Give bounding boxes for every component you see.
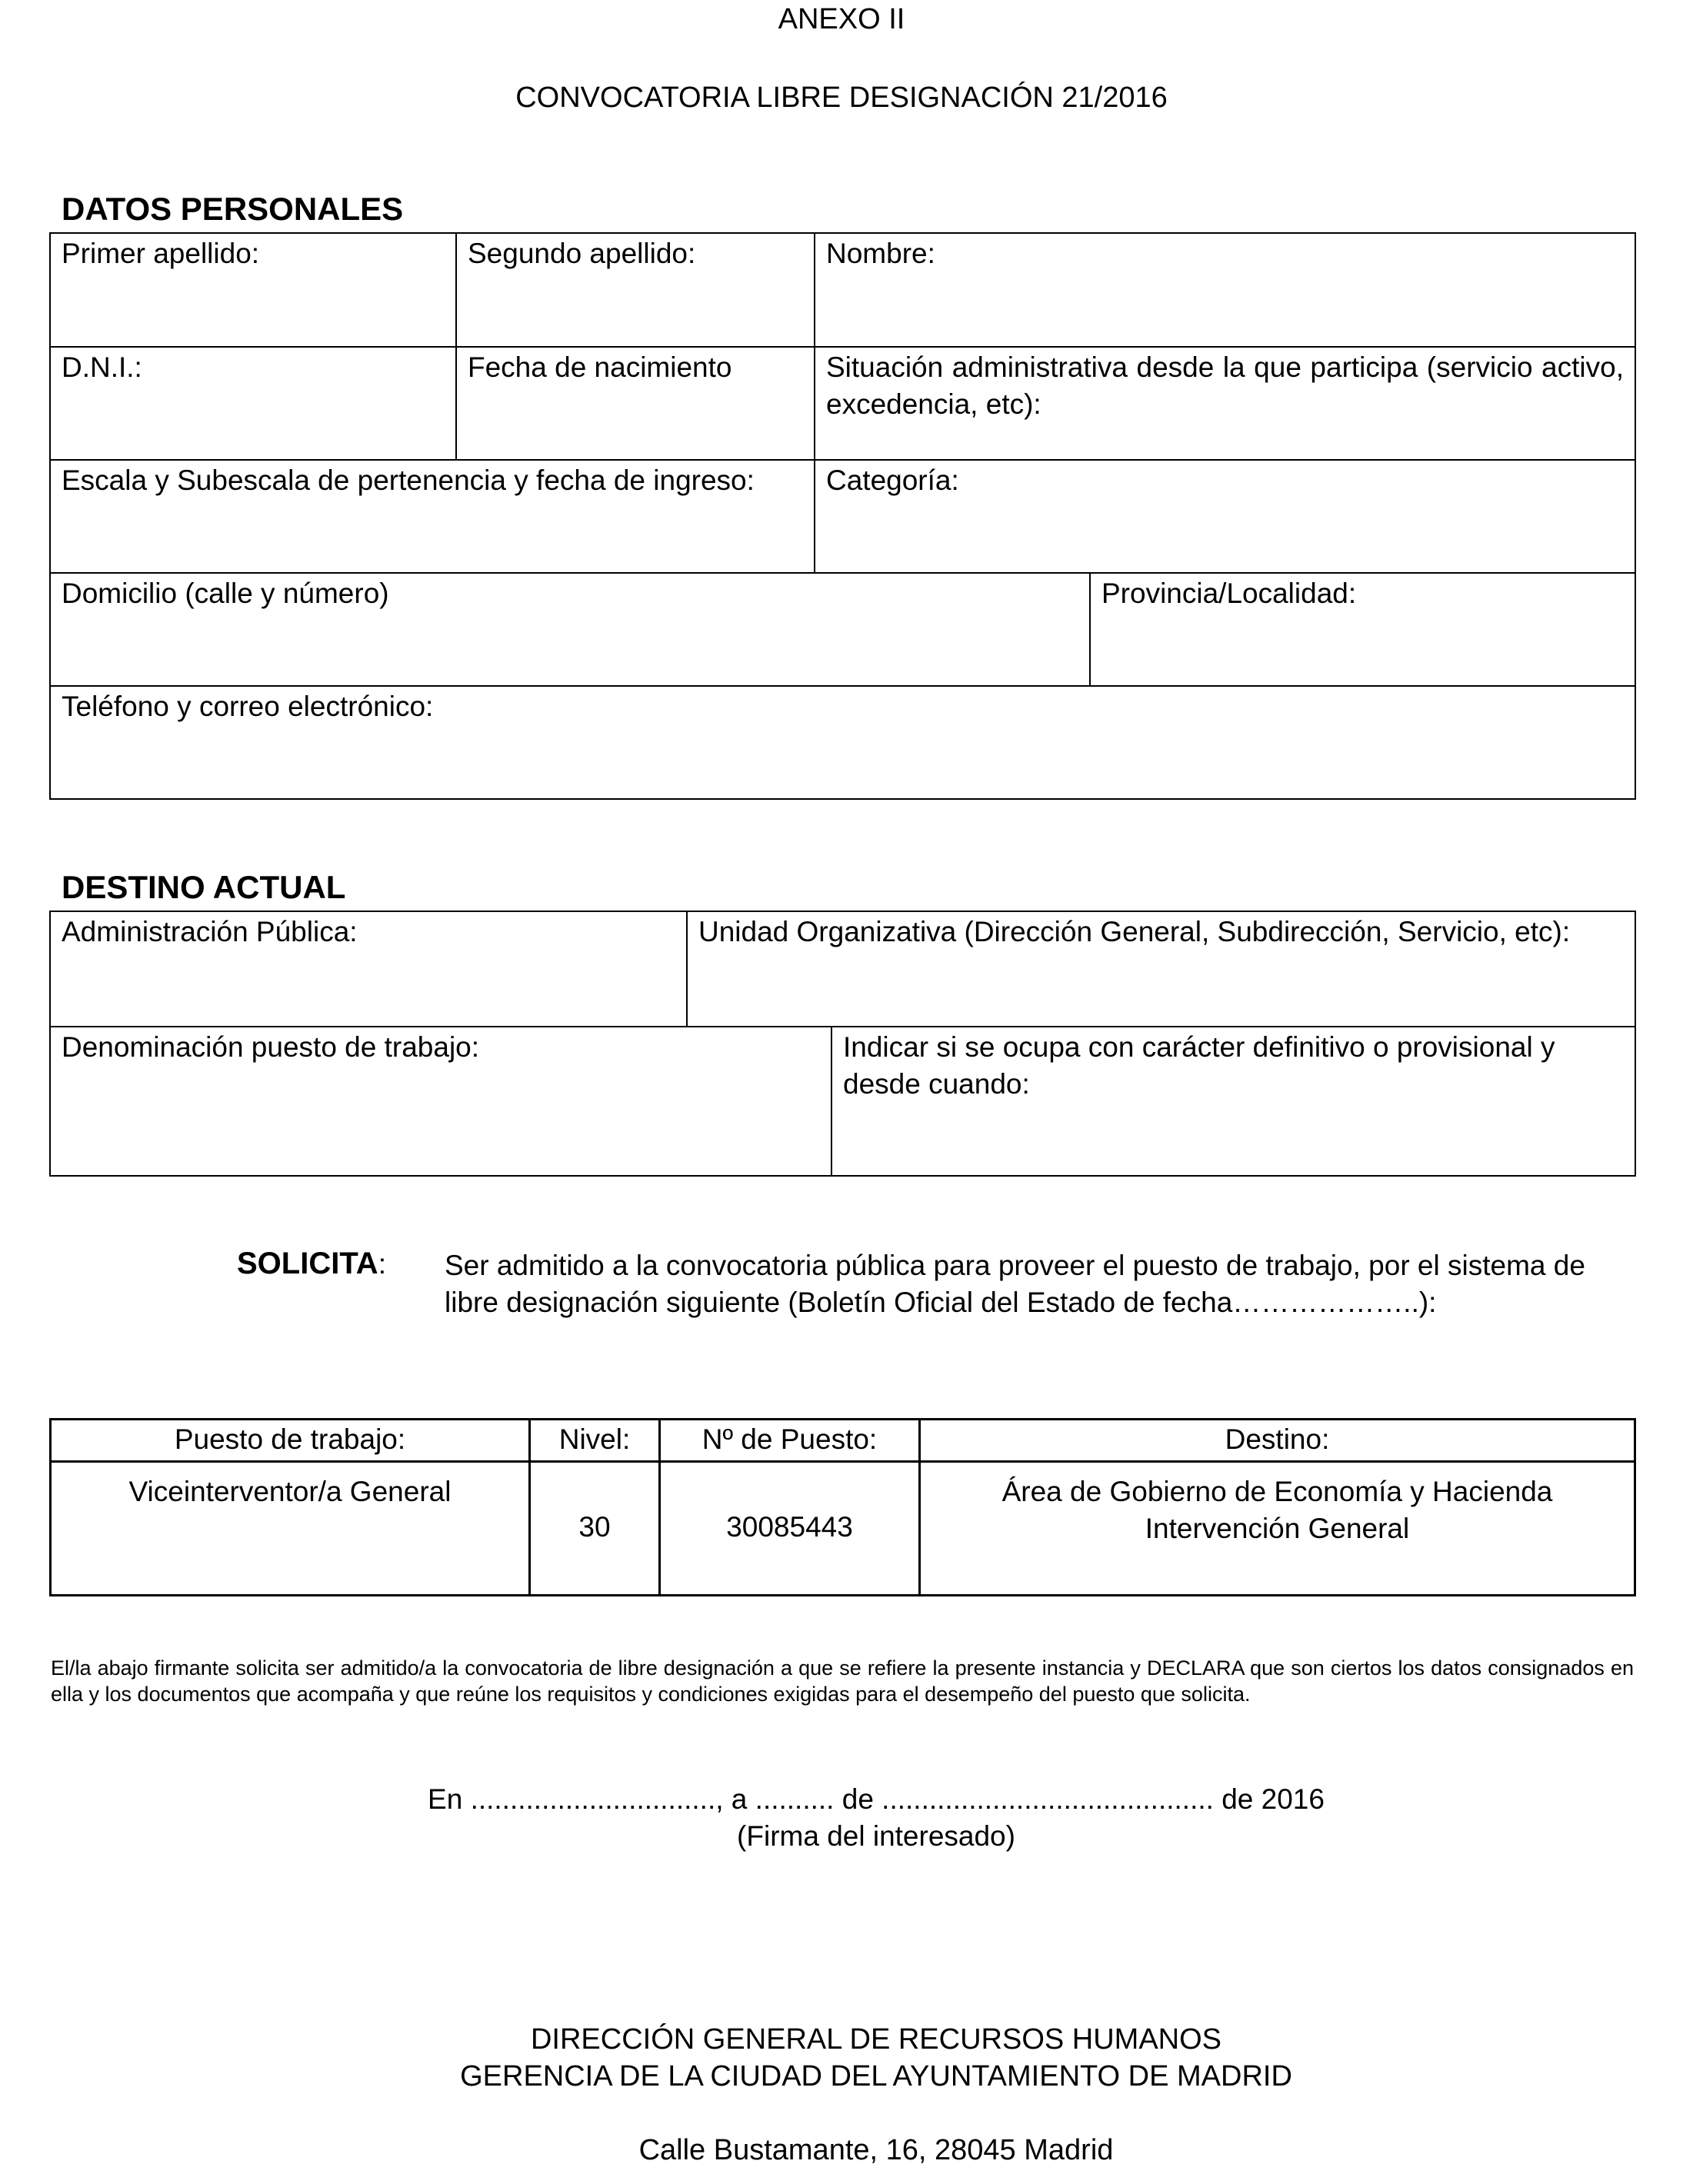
escala-field[interactable] [51, 459, 814, 572]
solicita-text: Ser admitido a la convocatoria pública para proveer el puesto de trabajo, por el sistema de libre designación siguiente (Boletín Oficial del Estado de fecha………………..): [445, 1250, 1585, 1318]
header-puesto: Puesto de trabajo: [174, 1423, 406, 1455]
footer-line1: DIRECCIÓN GENERAL DE RECURSOS HUMANOS [530, 2023, 1222, 2056]
provincia-field[interactable] [1089, 572, 1635, 685]
destino-actual-box [49, 911, 1636, 1177]
puesto-table [49, 1418, 1636, 1596]
declaration-text: El/la abajo firmante solicita ser admitido/a la convocatoria de libre designación a que se refiere la presente instancia y DECLARA que son ciertos los datos consignados en ella y los documentos que acompaña y que reúne los requisitos y condiciones exigidas para el desempeño del puesto que solicita. [51, 1656, 1634, 1706]
segundo-apellido-label: Segundo apellido: [468, 238, 696, 269]
solicita-colon: : [378, 1248, 386, 1280]
primer-apellido-field[interactable] [51, 234, 455, 346]
annex-title: ANEXO II [778, 3, 905, 35]
solicita-label [237, 1246, 386, 1283]
categoria-label: Categoría: [826, 464, 959, 496]
caracter-field[interactable] [831, 1026, 1635, 1175]
escala-label: Escala y Subescala de pertenencia y fecha de ingreso: [62, 464, 755, 496]
firma-label: (Firma del interesado) [737, 1820, 1015, 1852]
nombre-field[interactable] [814, 234, 1635, 346]
solicita-keyword: SOLICITA [237, 1247, 378, 1280]
provincia-label: Provincia/Localidad: [1101, 578, 1357, 609]
unidad-field[interactable] [686, 912, 1635, 1026]
destino-line1: Área de Gobierno de Economía y Hacienda [1001, 1476, 1553, 1507]
header-numero: Nº de Puesto: [658, 1420, 918, 1460]
nombre-label: Nombre: [826, 238, 935, 269]
fecha-nacimiento-field[interactable] [455, 346, 814, 459]
cell-destino [918, 1460, 1634, 1594]
domicilio-field[interactable] [51, 572, 1089, 685]
footer-address: Calle Bustamante, 16, 28045 Madrid [638, 2134, 1114, 2166]
situacion-field[interactable] [814, 346, 1635, 459]
caracter-label: Indicar si se ocupa con carácter definitivo o provisional y desde cuando: [843, 1031, 1555, 1100]
administracion-label: Administración Pública: [62, 916, 358, 947]
primer-apellido-label: Primer apellido: [62, 238, 260, 269]
call-title: CONVOCATORIA LIBRE DESIGNACIÓN 21/2016 [515, 82, 1168, 114]
personal-data-box [49, 232, 1636, 800]
domicilio-label: Domicilio (calle y número) [62, 578, 389, 609]
footer-line2: GERENCIA DE LA CIUDAD DEL AYUNTAMIENTO DE MADRID [460, 2060, 1292, 2092]
telefono-field[interactable] [51, 685, 1635, 798]
administracion-field[interactable] [51, 912, 686, 1026]
telefono-label: Teléfono y correo electrónico: [62, 691, 434, 722]
segundo-apellido-field[interactable] [455, 234, 814, 346]
situacion-label: Situación administrativa desde la que participa (servicio activo, excedencia, etc): [826, 351, 1624, 420]
fecha-nacimiento-label: Fecha de nacimiento [468, 351, 732, 383]
dni-label: D.N.I.: [62, 351, 142, 383]
personal-data-title: DATOS PERSONALES [62, 191, 404, 227]
unidad-label: Unidad Organizativa (Dirección General, Subdirección, Servicio, etc): [698, 916, 1571, 947]
cell-numero: 30085443 [658, 1460, 918, 1594]
header-nivel: Nivel: [528, 1420, 658, 1460]
destino-actual-title: DESTINO ACTUAL [62, 869, 346, 905]
dni-field[interactable] [51, 346, 455, 459]
destino-line2: Intervención General [1145, 1513, 1410, 1544]
denominacion-field[interactable] [51, 1026, 831, 1175]
place-date-line: En ..............................., a .......... de .......................................... de 2016 [428, 1783, 1325, 1815]
cell-puesto: Viceinterventor/a General [52, 1460, 528, 1594]
denominacion-label: Denominación puesto de trabajo: [62, 1031, 480, 1063]
categoria-field[interactable] [814, 459, 1635, 572]
header-destino: Destino: [918, 1420, 1634, 1460]
cell-nivel: 30 [528, 1460, 658, 1594]
